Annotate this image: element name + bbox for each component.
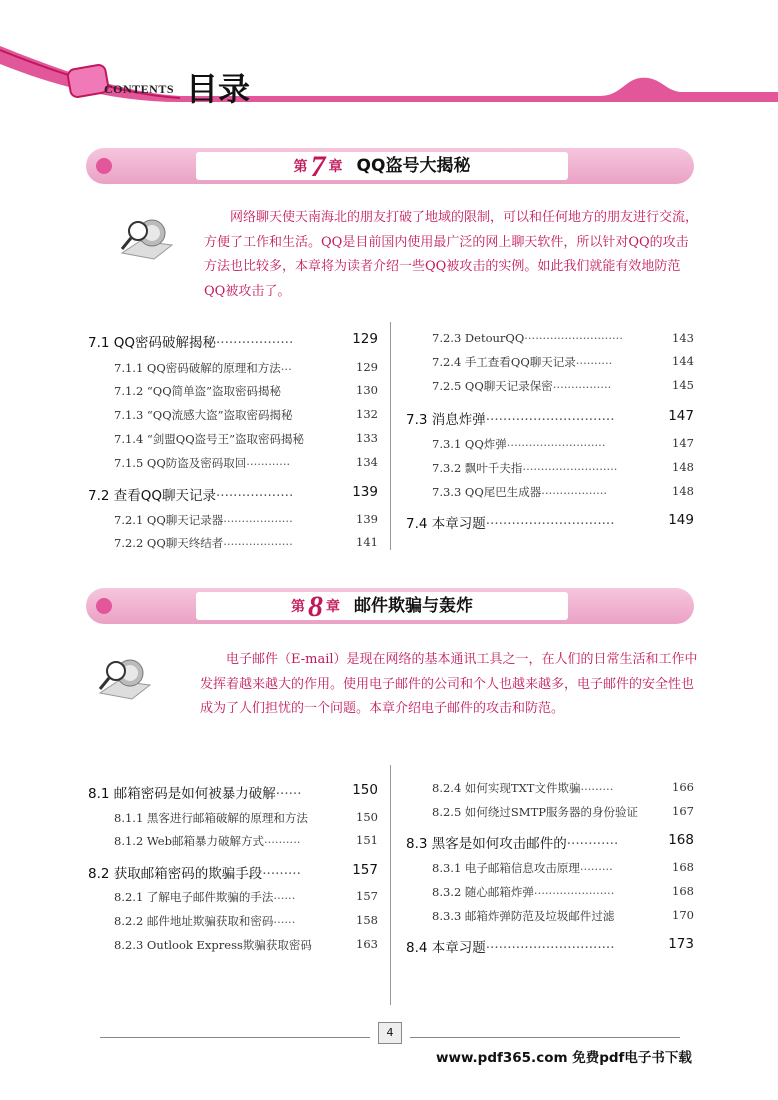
toc-page: 170 [672,908,694,922]
toc-section [88,331,378,351]
toc-label: 8.1 邮箱密码是如何被暴力破解 [88,786,276,802]
toc-label: 7.3.2 飘叶千夫指 [432,461,523,475]
chapter7-title-box [196,150,568,183]
toc-subsection [114,455,378,471]
toc-section [406,936,694,956]
toc-page: 147 [672,436,694,450]
toc-label: 7.1.2 “QQ简单盗”盗取密码揭秘 [114,384,282,398]
toc-leader: ········· [580,782,614,796]
chapter7-banner [86,148,694,184]
toc-subsection [114,833,378,849]
toc-subsection [432,484,694,500]
toc-subsection [432,378,694,394]
toc-label: 7.1.3 “QQ流感大盗”盗取密码揭秘 [114,408,293,422]
toc-page: 134 [356,455,378,469]
toc-subsection [114,383,378,399]
toc-page: 168 [672,860,694,874]
toc-page: 129 [356,360,378,374]
column-divider [390,765,391,1005]
toc-label: 7.2 查看QQ聊天记录 [88,488,217,504]
toc-subsection [114,512,378,528]
toc-page: 151 [356,833,378,847]
toc-page: 150 [352,782,378,798]
toc-subsection [432,884,694,900]
toc-label: 8.3.3 邮箱炸弹防范及垃圾邮件过滤 [432,909,615,923]
toc-leader: ··················· [223,514,293,528]
toc-leader: ··· [280,362,292,376]
toc-label: 8.2.1 了解电子邮件欺骗的手法 [114,890,274,904]
bullet-icon [96,158,112,174]
toc-page: 132 [356,407,378,421]
toc-label: 7.1.1 QQ密码破解的原理和方法 [114,361,281,375]
toc-leader: ··················· [223,537,293,551]
chapter7-title [196,152,568,181]
toc-leader: ······························ [485,412,615,428]
toc-page: 141 [356,535,378,549]
chapter8-title-box [196,590,568,623]
toc-label: 7.2.4 手工查看QQ聊天记录 [432,355,576,369]
toc-label: 8.2.4 如何实现TXT文件欺骗 [432,781,581,795]
toc-subsection [432,804,694,820]
toc-page: 167 [672,804,694,818]
toc-page: 129 [352,331,378,347]
footer-line-right [410,1037,680,1038]
toc-leader: ······························ [485,940,615,956]
chapter-number: 7 [310,150,326,183]
toc-subsection [432,908,694,924]
toc-section [406,512,694,532]
toc-leader: ·········· [263,835,301,849]
toc-subsection [114,913,378,929]
toc-page: 139 [352,484,378,500]
page-title: 目录 [186,70,251,108]
toc-label: 8.2.2 邮件地址欺骗获取和密码 [114,914,274,928]
toc-label: 8.3.1 电子邮箱信息攻击原理 [432,861,580,875]
toc-subsection [432,331,694,345]
bullet-icon [96,598,112,614]
toc-page: 163 [356,937,378,951]
toc-label: 7.2.2 QQ聊天终结者 [114,536,224,550]
toc-leader: ·················· [541,486,608,500]
toc-subsection [432,436,694,452]
toc-page: 158 [356,913,378,927]
toc-page: 168 [672,884,694,898]
footer-line-left [100,1037,370,1038]
toc-page: 133 [356,431,378,445]
toc-page: 148 [672,460,694,474]
toc-subsection [432,460,694,476]
toc-subsection [432,780,694,796]
toc-leader: ······ [273,915,296,929]
toc-leader: ······ [275,786,302,802]
header-decoration [0,40,778,120]
toc-label: 7.2.3 DetourQQ [432,331,525,345]
toc-subsection [114,407,378,423]
chapter8-intro: 电子邮件（E-mail）是现在网络的基本通讯工具之一，在人们的日常生活和工作中发挥着越来越大的作用。使用电子邮件的公司和个人也越来越多，电子邮件的安全性也成为了人们担忧的一个问题。本章介绍电子邮件的攻击和防范。 [200,652,698,716]
chapter-name: 邮件欺骗与轰炸 [354,596,473,616]
toc-subsection [114,937,378,953]
chapter-prefix: 第 [293,159,308,175]
toc-leader: ······ [273,891,296,905]
chapter-prefix: 第 [291,599,305,615]
toc-page: 148 [672,484,694,498]
toc-subsection [114,810,378,826]
toc-subsection [114,889,378,905]
magnifier-icon [118,215,174,261]
chapter-number: 8 [308,590,323,623]
toc-label: 7.1.4 “剑盟QQ盗号王”盗取密码揭秘 [114,432,305,446]
toc-subsection [432,354,694,370]
toc-page: 130 [356,383,378,397]
toc-page: 144 [672,354,694,368]
toc-label: 8.3.2 随心邮箱炸弹 [432,885,534,899]
toc-label: 7.4 本章习题 [406,516,486,532]
toc-page: 166 [672,780,694,794]
chapter-suffix: 章 [328,159,343,175]
toc-subsection [114,360,378,376]
chapter8-banner [86,588,694,624]
toc-page: 168 [668,832,694,848]
column-divider [390,322,391,550]
toc-section [88,782,378,802]
toc-page: 139 [356,512,378,526]
toc-label: 7.3.1 QQ炸弹 [432,437,507,451]
toc-page: 150 [356,810,378,824]
magnifier-icon [96,655,152,701]
toc-section [88,862,378,882]
toc-leader: ·········· [575,356,613,370]
toc-leader: ············ [566,836,619,852]
toc-label: 7.2.1 QQ聊天记录器 [114,513,224,527]
toc-label: 8.1.1 黑客进行邮箱破解的原理和方法 [114,811,308,825]
toc-section [406,832,694,852]
toc-label: 7.2.5 QQ聊天记录保密 [432,379,553,393]
toc-section [406,408,694,428]
toc-leader: ············ [246,457,291,471]
toc-label: 7.1 QQ密码破解揭秘 [88,335,217,351]
toc-label: 7.1.5 QQ防盗及密码取回 [114,456,247,470]
toc-page: 149 [668,512,694,528]
toc-leader: ················ [552,380,612,394]
toc-label: 8.2 获取邮箱密码的欺骗手段 [88,866,263,882]
toc-leader: ·························· [522,462,618,476]
toc-page: 173 [668,936,694,952]
toc-leader: ··························· [524,331,623,345]
toc-page: 157 [356,889,378,903]
toc-page: 143 [672,331,694,345]
toc-leader: ······························ [485,516,615,532]
toc-label: 7.3 消息炸弹 [406,412,486,428]
site-watermark: www.pdf365.com 免费pdf电子书下载 [436,1050,692,1066]
toc-subsection [114,431,378,447]
toc-subsection [432,860,694,876]
toc-label: 8.2.5 如何绕过SMTP服务器的身份验证 [432,805,638,819]
toc-page: 157 [352,862,378,878]
toc-label: 8.3 黑客是如何攻击邮件的 [406,836,567,852]
contents-label: CONTENTS [104,82,175,96]
toc-leader: ······················ [533,886,615,900]
toc-section [88,484,378,504]
toc-label: 8.1.2 Web邮箱暴力破解方式 [114,834,264,848]
toc-leader: ········· [262,866,301,882]
chapter-suffix: 章 [326,599,340,615]
toc-leader: ·················· [216,488,294,504]
page-number: 4 [378,1022,402,1044]
toc-leader: ··························· [506,438,606,452]
toc-leader: ·················· [216,335,294,351]
chapter8-title [196,592,568,621]
toc-leader: ········· [579,862,613,876]
toc-label: 7.3.3 QQ尾巴生成器 [432,485,542,499]
chapter-name: QQ盗号大揭秘 [356,156,471,176]
toc-page: 145 [672,378,694,392]
toc-page: 147 [668,408,694,424]
toc-label: 8.4 本章习题 [406,940,486,956]
chapter7-intro: 网络聊天使天南海北的朋友打破了地域的限制，可以和任何地方的朋友进行交流，方便了工作和生活。QQ是目前国内使用最广泛的网上聊天软件，所以针对QQ的攻击方法也比较多，本章将为读者介绍一些QQ被攻击的实例。如此我们就能有效地防范QQ被攻击了。 [204,210,699,299]
toc-label: 8.2.3 Outlook Express欺骗获取密码 [114,938,312,952]
toc-subsection [114,535,378,551]
